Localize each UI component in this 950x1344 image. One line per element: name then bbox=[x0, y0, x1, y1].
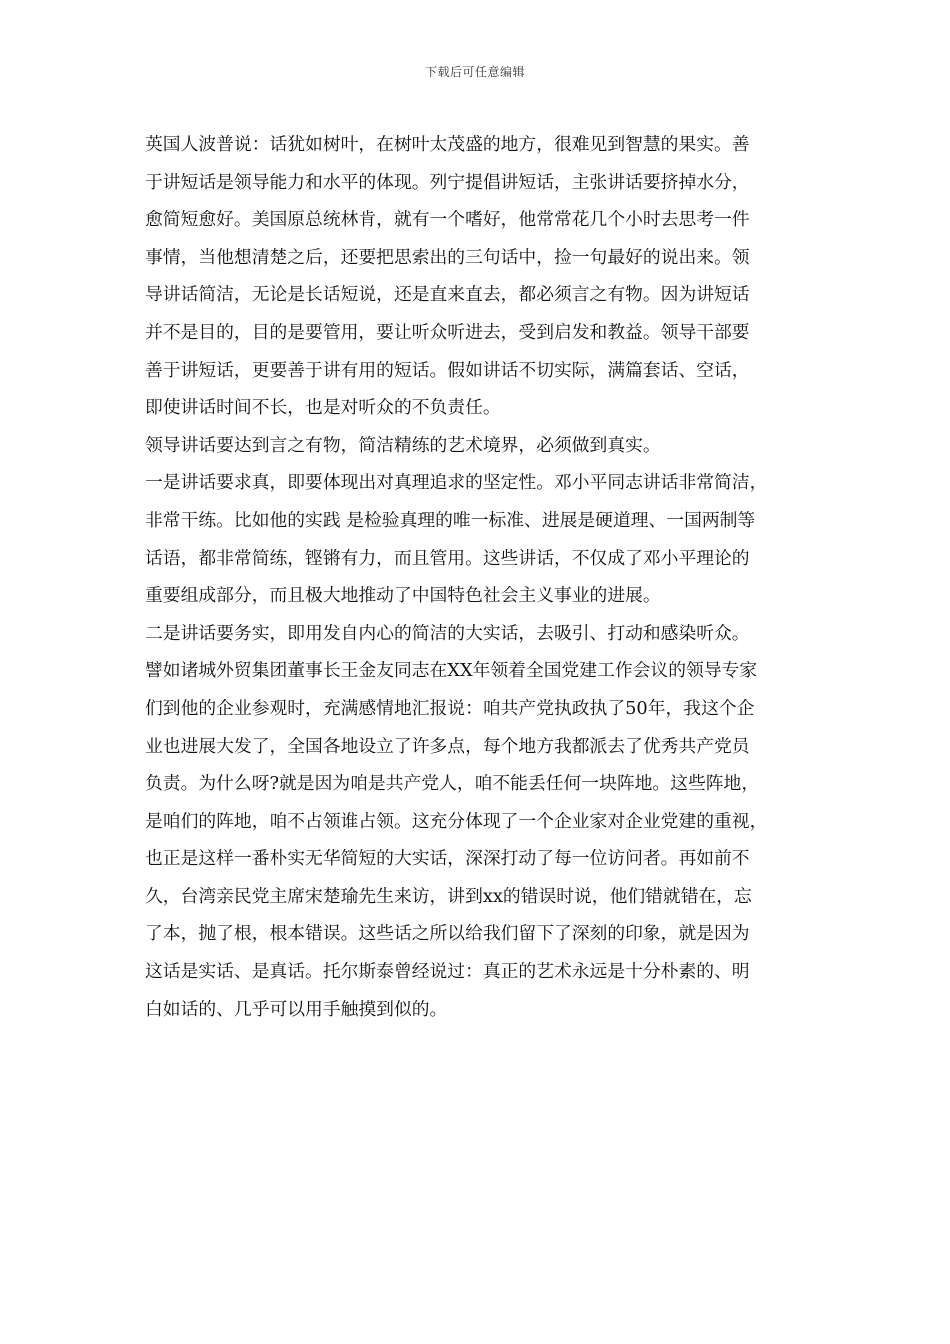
text-line: 领导讲话要达到言之有物，简洁精练的艺术境界，必须做到真实。 bbox=[145, 434, 661, 456]
text-line: 于讲短话是领导能力和水平的体现。列宁提倡讲短话，主张讲话要挤掉水分， bbox=[145, 171, 750, 193]
text-line: 负责。为什么呀?就是因为咱是共产党人，咱不能丢任何一块阵地。这些阵地， bbox=[145, 773, 760, 795]
text-line: 这话是实话、是真话。托尔斯泰曾经说过：真正的艺术永远是十分朴素的、明 bbox=[145, 961, 750, 983]
text-line: 即使讲话时间不长，也是对听众的不负责任。 bbox=[145, 397, 501, 419]
text-line: 二是讲话要务实，即用发自内心的简洁的大实话，去吸引、打动和感染听众。 bbox=[145, 622, 750, 644]
text-line: 久，台湾亲民党主席宋楚瑜先生来访，讲到xx的错误时说，他们错就错在，忘 bbox=[145, 885, 752, 907]
text-line: 一是讲话要求真，即要体现出对真理追求的坚定性。邓小平同志讲话非常简洁， bbox=[145, 472, 768, 494]
text-line: 话语，都非常简练，铿锵有力，而且管用。这些讲话，不仅成了邓小平理论的 bbox=[145, 547, 750, 569]
text-line: 重要组成部分，而且极大地推动了中国特色社会主义事业的进展。 bbox=[145, 585, 661, 607]
text-line: 也正是这样一番朴实无华简短的大实话，深深打动了每一位访问者。再如前不 bbox=[145, 848, 750, 870]
text-line: 白如话的、几乎可以用手触摸到似的。 bbox=[145, 998, 448, 1020]
document-body bbox=[145, 126, 810, 1028]
text-line: 非常干练。比如他的实践 是检验真理的唯一标准、进展是硬道理、一国两制等 bbox=[145, 509, 756, 531]
text-line: 善于讲短话，更要善于讲有用的短话。假如讲话不切实际，满篇套话、空话， bbox=[145, 359, 750, 381]
text-line: 并不是目的，目的是要管用，要让听众听进去，受到启发和教益。领导干部要 bbox=[145, 321, 750, 343]
text-line: 事情，当他想清楚之后，还要把思索出的三句话中，捡一句最好的说出来。领 bbox=[145, 246, 750, 268]
text-line: 英国人波普说：话犹如树叶，在树叶太茂盛的地方，很难见到智慧的果实。善 bbox=[145, 134, 750, 155]
text-line: 业也进展大发了，全国各地设立了许多点，每个地方我都派去了优秀共产党员 bbox=[145, 735, 750, 757]
page-header: 下载后可任意编辑 bbox=[424, 65, 525, 79]
text-line: 譬如诸城外贸集团董事长王金友同志在XX年领着全国党建工作会议的领导专家 bbox=[145, 660, 758, 682]
text-line: 愈简短愈好。美国原总统林肯，就有一个嗜好，他常常花几个小时去思考一件 bbox=[145, 209, 750, 231]
text-line: 了本，抛了根，根本错误。这些话之所以给我们留下了深刻的印象，就是因为 bbox=[145, 923, 750, 945]
text-line: 导讲话简洁，无论是长话短说，还是直来直去，都必须言之有物。因为讲短话 bbox=[145, 284, 750, 306]
text-line: 们到他的企业参观时，充满感情地汇报说：咱共产党执政执了50年，我这个企 bbox=[145, 697, 755, 719]
text-line: 是咱们的阵地，咱不占领谁占领。这充分体现了一个企业家对企业党建的重视， bbox=[145, 810, 768, 832]
